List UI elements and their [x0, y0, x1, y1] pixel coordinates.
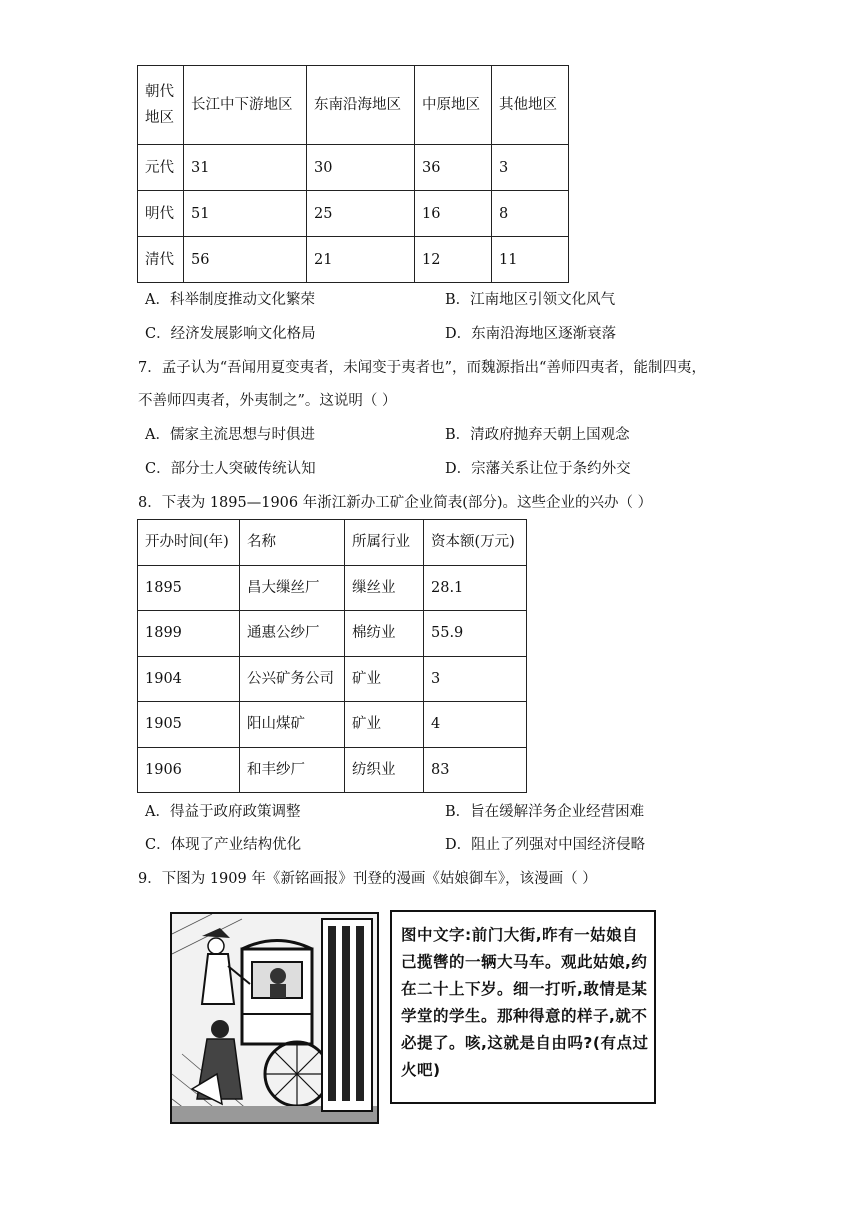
table-cell: 矿业 [345, 702, 424, 748]
table-cell: 通惠公纱厂 [240, 611, 345, 657]
q7-option-d[interactable]: D．宗藩关系让位于条约外交 [445, 461, 631, 477]
q8-option-a[interactable]: A．得益于政府政策调整 [145, 804, 301, 820]
q8-option-c[interactable]: C．体现了产业结构优化 [145, 837, 302, 853]
enterprise-table [137, 519, 527, 793]
table-cell: 3 [424, 656, 527, 702]
q7-option-c[interactable]: C．部分士人突破传统认知 [145, 461, 316, 477]
q8-stem: 8．下表为 1895—1906 年浙江新办工矿企业简表(部分)。这些企业的兴办（ ） [138, 495, 653, 511]
table-cell: 31 [184, 145, 307, 191]
carriage-drawing-icon [172, 914, 377, 1122]
table-cell: 16 [415, 191, 492, 237]
table-cell: 25 [307, 191, 415, 237]
table-row [138, 656, 527, 702]
table-cell: 55.9 [424, 611, 527, 657]
q6-option-b[interactable]: B．江南地区引领文化风气 [445, 292, 616, 308]
table-cell: 1905 [138, 702, 240, 748]
table-cell: 纺织业 [345, 747, 424, 793]
table-cell: 30 [307, 145, 415, 191]
region-dynasty-table [137, 65, 569, 283]
table-header-row [138, 66, 569, 145]
table-header-cell: 中原地区 [415, 66, 492, 145]
table-header-cell: 所属行业 [345, 520, 424, 566]
q7-stem-line1: 7．孟子认为“吾闻用夏变夷者，未闻变于夷者也”，而魏源指出“善师四夷者，能制四夷， [138, 360, 706, 376]
table-cell: 元代 [138, 145, 184, 191]
comic-caption-box [390, 910, 656, 1104]
table-cell: 阳山煤矿 [240, 702, 345, 748]
comic-illustration [170, 912, 379, 1124]
q7-option-a[interactable]: A．儒家主流思想与时俱进 [145, 427, 315, 443]
table-cell: 1906 [138, 747, 240, 793]
q9-stem: 9．下图为 1909 年《新铭画报》刊登的漫画《姑娘御车》，该漫画（ ） [138, 871, 597, 887]
table-header-cell: 长江中下游地区 [184, 66, 307, 145]
table-cell: 12 [415, 237, 492, 283]
table-header-cell: 名称 [240, 520, 345, 566]
table-cell: 11 [492, 237, 569, 283]
table-cell: 56 [184, 237, 307, 283]
table-cell: 4 [424, 702, 527, 748]
table-row [138, 611, 527, 657]
table-cell: 21 [307, 237, 415, 283]
table-cell: 28.1 [424, 565, 527, 611]
q6-option-a[interactable]: A．科举制度推动文化繁荣 [145, 292, 315, 308]
table-cell: 公兴矿务公司 [240, 656, 345, 702]
table-cell: 清代 [138, 237, 184, 283]
q6-option-c[interactable]: C．经济发展影响文化格局 [145, 326, 316, 342]
table-header-cell: 其他地区 [492, 66, 569, 145]
table-cell: 51 [184, 191, 307, 237]
table-cell: 1899 [138, 611, 240, 657]
q7-stem-line2: 不善师四夷者，外夷制之”。这说明（ ） [138, 393, 397, 409]
table-header-cell: 资本额(万元) [424, 520, 527, 566]
table-cell: 83 [424, 747, 527, 793]
corner-dynasty-label: 朝代 [145, 84, 174, 100]
table-cell: 缫丝业 [345, 565, 424, 611]
table-cell: 昌大缫丝厂 [240, 565, 345, 611]
q8-option-b[interactable]: B．旨在缓解洋务企业经营困难 [445, 804, 645, 820]
table-header-cell: 开办时间(年) [138, 520, 240, 566]
table-corner-cell [138, 66, 184, 145]
table-row [138, 565, 527, 611]
table-header-row [138, 520, 527, 566]
table-row [138, 747, 527, 793]
q6-option-d[interactable]: D．东南沿海地区逐渐衰落 [445, 326, 617, 342]
table-cell: 3 [492, 145, 569, 191]
q7-option-b[interactable]: B．清政府抛弃天朝上国观念 [445, 427, 630, 443]
table-row [138, 145, 569, 191]
table-cell: 1895 [138, 565, 240, 611]
table-cell: 棉纺业 [345, 611, 424, 657]
table-row [138, 237, 569, 283]
comic-caption-text: 图中文字:前门大街,昨有一姑娘自己揽辔的一辆大马车。观此姑娘,约在二十上下岁。细一打听,敢情是某学堂的学生。那种得意的样子,就不必提了。咳,这就是自由吗?(有点过火吧) [401, 926, 649, 1079]
table-cell: 明代 [138, 191, 184, 237]
table-row [138, 702, 527, 748]
table-cell: 1904 [138, 656, 240, 702]
table-row [138, 191, 569, 237]
table-header-cell: 东南沿海地区 [307, 66, 415, 145]
table-cell: 8 [492, 191, 569, 237]
table-cell: 矿业 [345, 656, 424, 702]
q8-option-d[interactable]: D．阻止了列强对中国经济侵略 [445, 837, 646, 853]
table-cell: 36 [415, 145, 492, 191]
corner-region-label: 地区 [145, 110, 174, 126]
table-cell: 和丰纱厂 [240, 747, 345, 793]
